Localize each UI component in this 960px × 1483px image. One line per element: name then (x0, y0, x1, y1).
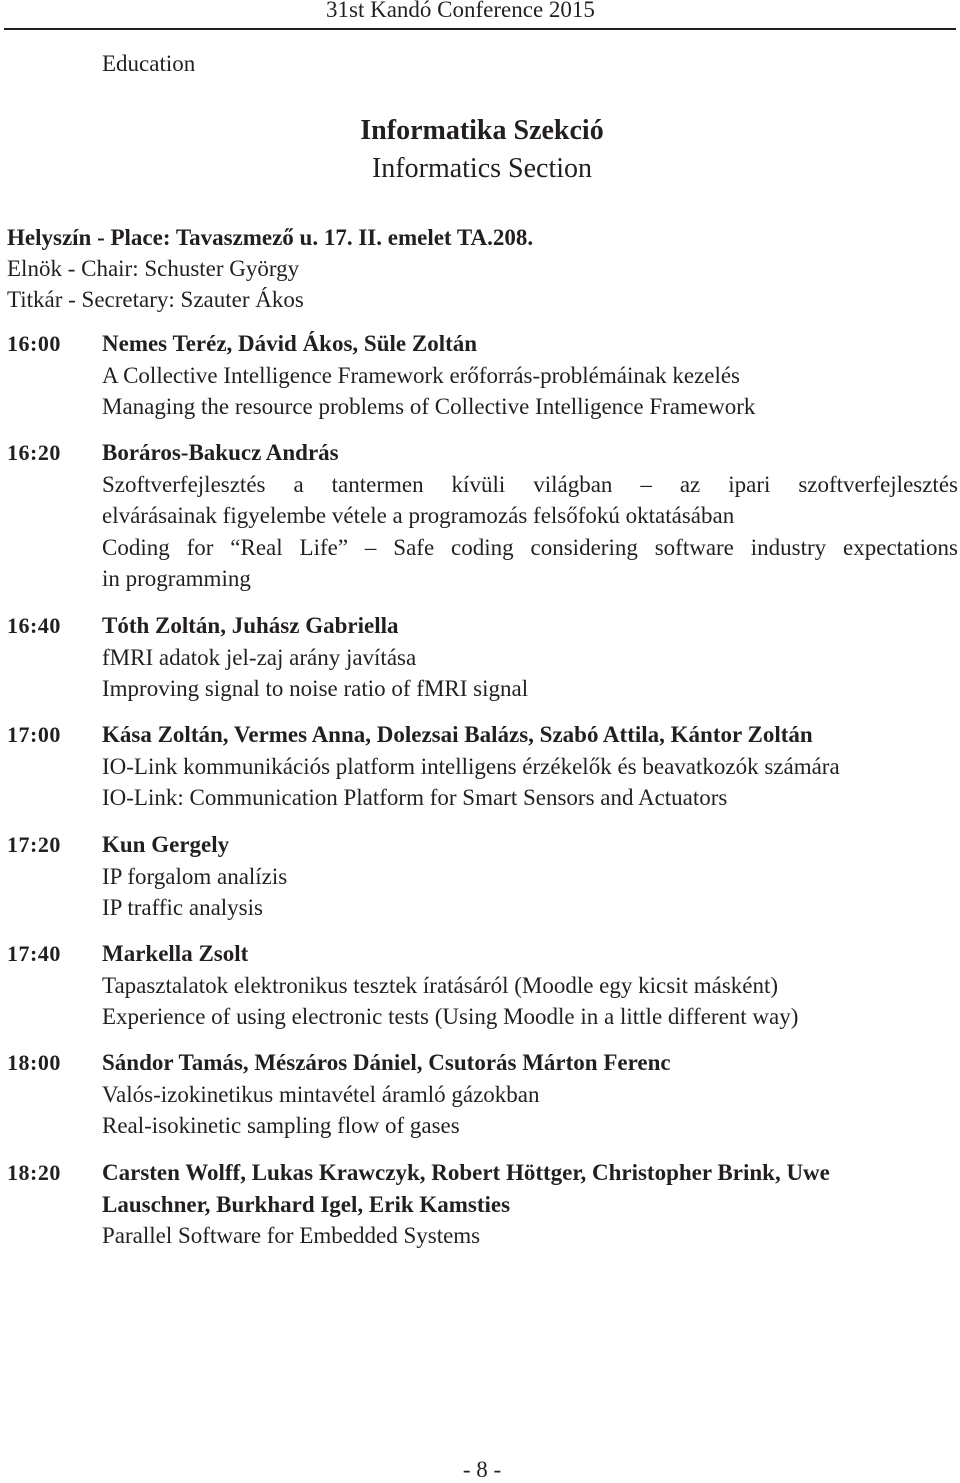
session-body (102, 829, 958, 924)
session-title-hungarian: IO-Link kommunikációs platform intelligens érzékelők és beavatkozók számára (102, 753, 840, 779)
session-title-hungarian: fMRI adatok jel-zaj arány javítása (102, 644, 417, 670)
category-label: Education (102, 51, 196, 76)
session-title-english: Parallel Software for Embedded Systems (102, 1223, 481, 1248)
session-time: 16:00 (7, 331, 61, 356)
session-authors: Carsten Wolff, Lukas Krawczyk, Robert Höttger, Christopher Brink, Uwe (102, 1160, 830, 1185)
session-time: 17:20 (7, 832, 61, 857)
session-body (102, 1047, 958, 1142)
secretary-line: Titkár - Secretary: Szauter Ákos (7, 287, 304, 312)
session-title-english: IO-Link: Communication Platform for Smart Sensors and Actuators (102, 785, 728, 810)
session-title-english: Real-isokinetic sampling flow of gases (102, 1113, 460, 1138)
header-rule (4, 28, 956, 30)
place-line: Helyszín - Place: Tavaszmező u. 17. II. emelet TA.208. (7, 225, 534, 250)
session-body (102, 1157, 958, 1252)
session-time: 18:20 (7, 1160, 61, 1185)
session-time: 17:40 (7, 941, 61, 966)
session-time: 17:00 (7, 722, 61, 747)
session-body (102, 719, 958, 814)
session-title-hungarian-continued: elvárásainak figyelembe vétele a programozás felsőfokú oktatásában (102, 503, 735, 528)
section-title-hungarian: Informatika Szekció (360, 115, 604, 146)
session-title-english: Coding for “Real Life” – Safe coding considering software industry expectations (102, 534, 958, 560)
session-time: 16:40 (7, 613, 61, 638)
session-time: 16:20 (7, 440, 61, 465)
session-body (102, 328, 958, 423)
session-body (102, 938, 958, 1033)
session-meta (7, 222, 533, 315)
conference-header: 31st Kandó Conference 2015 (326, 0, 595, 22)
chair-line: Elnök - Chair: Schuster György (7, 256, 300, 281)
session-title-hungarian: Tapasztalatok elektronikus tesztek íratásáról (Moodle egy kicsit másként) (102, 972, 779, 998)
section-title-english: Informatics Section (371, 153, 593, 184)
session-title-hungarian: A Collective Intelligence Framework erőforrás-problémáinak kezelés (102, 362, 740, 388)
session-time: 18:00 (7, 1050, 61, 1075)
session-authors: Markella Zsolt (102, 941, 249, 966)
session-title-english: Experience of using electronic tests (Using Moodle in a little different way) (102, 1004, 799, 1029)
session-authors: Nemes Teréz, Dávid Ákos, Süle Zoltán (102, 331, 478, 356)
session-authors: Sándor Tamás, Mészáros Dániel, Csutorás Márton Ferenc (102, 1050, 671, 1075)
session-title-hungarian: Szoftverfejlesztés a tantermen kívüli világban – az ipari szoftverfejlesztés (102, 471, 958, 497)
session-title-hungarian: IP forgalom analízis (102, 863, 288, 889)
session-authors: Boráros-Bakucz András (102, 440, 339, 465)
session-title-english: IP traffic analysis (102, 895, 263, 920)
session-body (102, 437, 958, 595)
session-title-english: Managing the resource problems of Collective Intelligence Framework (102, 394, 756, 419)
session-authors-continued: Lauschner, Burkhard Igel, Erik Kamsties (102, 1191, 511, 1217)
session-body (102, 610, 958, 705)
session-title-english-continued: in programming (102, 566, 251, 591)
session-title-english: Improving signal to noise ratio of fMRI signal (102, 676, 529, 701)
session-authors: Kun Gergely (102, 832, 230, 857)
session-authors: Tóth Zoltán, Juhász Gabriella (102, 613, 399, 638)
session-title-hungarian: Valós-izokinetikus mintavétel áramló gázokban (102, 1081, 540, 1107)
page-number: - 8 - (462, 1457, 502, 1482)
session-authors: Kása Zoltán, Vermes Anna, Dolezsai Balázs, Szabó Attila, Kántor Zoltán (102, 722, 813, 747)
